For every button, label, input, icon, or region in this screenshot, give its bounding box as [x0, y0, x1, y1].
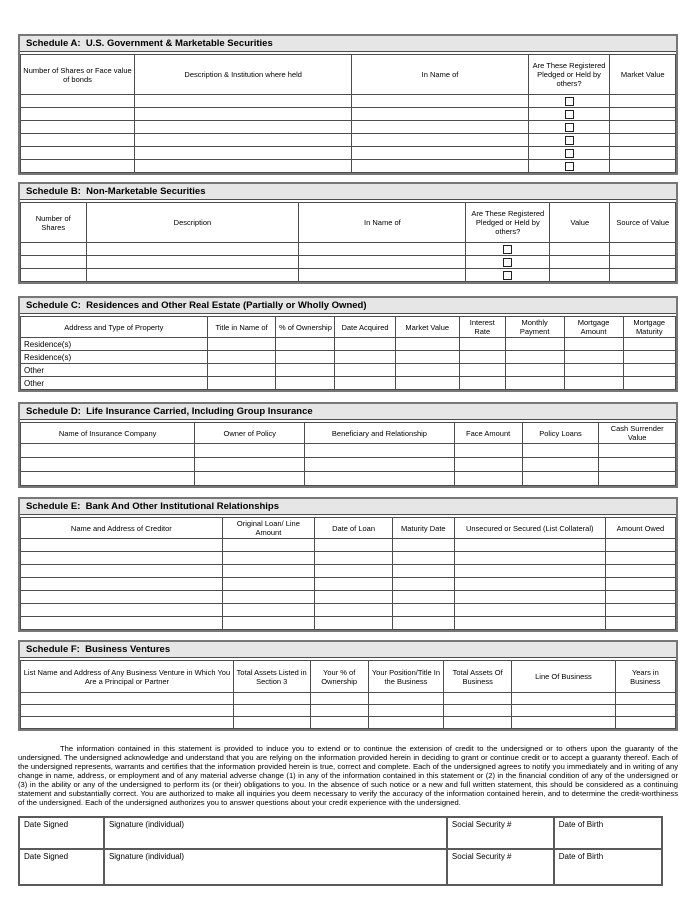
- table-cell: [615, 693, 675, 705]
- social-security-cell: Social Security #: [447, 849, 554, 885]
- table-cell: [564, 338, 623, 351]
- table-cell: [505, 364, 564, 377]
- table-cell: [459, 351, 505, 364]
- table-cell: [21, 578, 223, 591]
- table-cell: [315, 604, 393, 617]
- table-cell: [522, 444, 599, 458]
- table-cell: [454, 591, 605, 604]
- table-cell: [21, 539, 223, 552]
- table-cell: [528, 121, 610, 134]
- date-of-birth-cell: Date of Birth: [554, 849, 663, 885]
- table-cell: [310, 705, 368, 717]
- column-header: Years in Business: [615, 661, 675, 693]
- table-cell: [368, 693, 443, 705]
- column-header: Title in Name of: [207, 317, 276, 338]
- column-header: Beneficiary and Relationship: [305, 423, 454, 444]
- table-cell: [454, 444, 522, 458]
- column-header: Amount Owed: [605, 518, 675, 539]
- column-header: Line Of Business: [512, 661, 615, 693]
- schedule-e-table: [20, 517, 676, 630]
- table-cell: [444, 705, 512, 717]
- column-header: Unsecured or Secured (List Collateral): [454, 518, 605, 539]
- column-header: Address and Type of Property: [21, 317, 208, 338]
- table-cell: [21, 121, 135, 134]
- column-header: Number of Shares or Face value of bonds: [21, 55, 135, 95]
- table-cell: [21, 617, 223, 630]
- table-cell: [610, 269, 676, 282]
- table-cell: [222, 604, 314, 617]
- table-cell: [393, 617, 455, 630]
- registered-pledged-checkbox[interactable]: [565, 136, 574, 145]
- table-cell: [335, 338, 395, 351]
- table-cell: [134, 134, 351, 147]
- column-header: List Name and Address of Any Business Venture in Which You Are a Principal or Partner: [21, 661, 234, 693]
- table-cell: [528, 160, 610, 173]
- table-row: [21, 147, 676, 160]
- table-cell: [21, 243, 87, 256]
- table-cell: [352, 160, 528, 173]
- table-cell: [299, 243, 466, 256]
- table-row: [21, 578, 676, 591]
- table-cell: [134, 160, 351, 173]
- column-header: Mortgage Maturity: [623, 317, 675, 338]
- table-cell: [352, 134, 528, 147]
- registered-pledged-checkbox[interactable]: [565, 149, 574, 158]
- schedule-a-title: Schedule A: U.S. Government & Marketable Securities: [20, 36, 676, 52]
- schedule-f-title: Schedule F: Business Ventures: [20, 642, 676, 658]
- schedule-d: [18, 402, 678, 488]
- table-cell: [550, 256, 610, 269]
- table-cell: [605, 604, 675, 617]
- schedule-b-table: [20, 202, 676, 282]
- table-cell: [623, 364, 675, 377]
- table-cell: [610, 243, 676, 256]
- table-cell: [222, 591, 314, 604]
- table-cell: [605, 578, 675, 591]
- table-cell: [222, 578, 314, 591]
- social-security-cell: Social Security #: [447, 817, 554, 849]
- table-row: [21, 717, 676, 729]
- signature-table: [18, 816, 663, 886]
- table-cell: [605, 617, 675, 630]
- column-header: In Name of: [299, 203, 466, 243]
- table-cell: [528, 95, 610, 108]
- schedule-c-header-row: [21, 317, 676, 338]
- table-cell: [222, 552, 314, 565]
- column-header: Value: [550, 203, 610, 243]
- table-cell: [466, 243, 550, 256]
- column-header: Market Value: [610, 55, 676, 95]
- table-cell: [623, 377, 675, 390]
- table-row: [21, 539, 676, 552]
- table-cell: [86, 256, 299, 269]
- table-cell: [505, 351, 564, 364]
- table-row: [21, 121, 676, 134]
- table-cell: [299, 256, 466, 269]
- schedule-f: [18, 640, 678, 731]
- table-cell: [550, 243, 610, 256]
- table-cell: [21, 147, 135, 160]
- table-cell: [315, 591, 393, 604]
- schedule-a-header-row: [21, 55, 676, 95]
- table-cell: [615, 717, 675, 729]
- table-cell: [134, 108, 351, 121]
- schedule-e: [18, 497, 678, 632]
- table-cell: [512, 717, 615, 729]
- table-cell: [305, 472, 454, 486]
- schedule-c: [18, 296, 678, 392]
- table-cell: [21, 717, 234, 729]
- schedule-f-table: [20, 660, 676, 729]
- table-cell: [615, 705, 675, 717]
- table-cell: [605, 539, 675, 552]
- table-cell: [310, 693, 368, 705]
- table-cell: [368, 705, 443, 717]
- schedule-d-header-row: [21, 423, 676, 444]
- table-cell: [315, 578, 393, 591]
- table-cell: [276, 351, 335, 364]
- column-header: Description & Institution where held: [134, 55, 351, 95]
- schedule-d-table: [20, 422, 676, 486]
- signature-row: [19, 817, 662, 849]
- schedule-b: [18, 182, 678, 284]
- table-cell: [393, 552, 455, 565]
- table-cell: [550, 269, 610, 282]
- table-cell: [195, 458, 305, 472]
- table-cell: [21, 458, 195, 472]
- table-cell: [368, 717, 443, 729]
- registered-pledged-checkbox[interactable]: [565, 123, 574, 132]
- table-cell: [195, 472, 305, 486]
- table-cell: [599, 458, 676, 472]
- table-cell: [459, 338, 505, 351]
- table-cell: [605, 552, 675, 565]
- table-cell: [207, 351, 276, 364]
- registered-pledged-checkbox[interactable]: [565, 97, 574, 106]
- schedule-b-title: Schedule B: Non-Marketable Securities: [20, 184, 676, 200]
- table-cell: [466, 256, 550, 269]
- column-header: Mortgage Amount: [564, 317, 623, 338]
- table-cell: [233, 693, 310, 705]
- table-row: [21, 472, 676, 486]
- column-header: Cash Surrender Value: [599, 423, 676, 444]
- table-row: [21, 552, 676, 565]
- column-header: Policy Loans: [522, 423, 599, 444]
- table-row: [21, 364, 676, 377]
- table-cell: [134, 121, 351, 134]
- table-cell: [21, 269, 87, 282]
- table-cell: [512, 705, 615, 717]
- table-cell: [393, 604, 455, 617]
- column-header: Total Assets Listed in Section 3: [233, 661, 310, 693]
- table-cell: [310, 717, 368, 729]
- table-cell: [335, 364, 395, 377]
- table-row: [21, 256, 676, 269]
- column-header: Date of Loan: [315, 518, 393, 539]
- table-cell: [21, 256, 87, 269]
- table-cell: [21, 160, 135, 173]
- table-row: [21, 565, 676, 578]
- date-of-birth-cell: Date of Birth: [554, 817, 663, 849]
- table-cell: [395, 377, 459, 390]
- column-header: Monthly Payment: [505, 317, 564, 338]
- table-row: [21, 160, 676, 173]
- table-cell: [564, 364, 623, 377]
- table-cell: [528, 134, 610, 147]
- table-cell: [207, 364, 276, 377]
- table-cell: Other: [21, 377, 208, 390]
- column-header: Original Loan/ Line Amount: [222, 518, 314, 539]
- column-header: Are These Registered Pledged or Held by others?: [528, 55, 610, 95]
- table-cell: [605, 565, 675, 578]
- table-cell: [599, 472, 676, 486]
- schedule-a: [18, 34, 678, 175]
- registered-pledged-checkbox[interactable]: [503, 271, 512, 280]
- table-cell: [21, 134, 135, 147]
- table-cell: [21, 444, 195, 458]
- table-cell: [610, 160, 676, 173]
- column-header: In Name of: [352, 55, 528, 95]
- column-header: % of Ownership: [276, 317, 335, 338]
- registered-pledged-checkbox[interactable]: [503, 245, 512, 254]
- table-cell: [335, 351, 395, 364]
- table-cell: [352, 121, 528, 134]
- table-cell: [21, 552, 223, 565]
- table-cell: [276, 377, 335, 390]
- table-cell: [315, 617, 393, 630]
- table-cell: [466, 269, 550, 282]
- table-cell: [564, 377, 623, 390]
- table-row: [21, 604, 676, 617]
- table-row: [21, 351, 676, 364]
- table-row: [21, 243, 676, 256]
- table-cell: [395, 338, 459, 351]
- table-cell: [610, 134, 676, 147]
- table-row: [21, 377, 676, 390]
- column-header: Total Assets Of Business: [444, 661, 512, 693]
- schedule-b-header-row: [21, 203, 676, 243]
- table-cell: [352, 95, 528, 108]
- certification-paragraph: The information contained in this statement is provided to induce you to extend or to continue the extension of credit to the undersigned or to others upon the guaranty of the undersigned. The undersigned acknowledge and understand that you are relying on the information provided herein in deciding to grant or continue credit or to accept a guaranty thereof. Each of the undersigned represents, warrants and certifies that the information provided herein is true, correct and complete. Each of the undersigned agrees to notify you immediately and in writing of any change in name, address, or employment and of any material adverse change (1) in any of the information contained in this statement or (2) in the financial condition of any of the undersigned or (3) in the ability or any of the undersigned to perform its (or their) obligations to you. In the absence of such notice or a new and full written statement, this should be considered as a continuing statement and substantially correct. You are authorized to make all inquiries you deem necessary to verify the accuracy of the information contained herein, and to determine the credit-worthiness of the undersigned. Each of the undersigned authorizes you to answer questions about your credit experience with the undersigned.: [18, 744, 678, 807]
- table-row: [21, 693, 676, 705]
- column-header: Description: [86, 203, 299, 243]
- table-cell: [505, 338, 564, 351]
- schedule-c-table: [20, 316, 676, 390]
- table-cell: [610, 95, 676, 108]
- table-cell: [299, 269, 466, 282]
- table-cell: [21, 565, 223, 578]
- table-cell: [315, 539, 393, 552]
- table-cell: [610, 147, 676, 160]
- schedules-container: [18, 34, 678, 731]
- table-cell: [207, 377, 276, 390]
- table-cell: [305, 444, 454, 458]
- column-header: Your Position/Title In the Business: [368, 661, 443, 693]
- table-row: [21, 444, 676, 458]
- table-cell: [454, 617, 605, 630]
- table-row: [21, 705, 676, 717]
- column-header: Owner of Policy: [195, 423, 305, 444]
- column-header: Face Amount: [454, 423, 522, 444]
- date-signed-cell: Date Signed: [19, 849, 104, 885]
- schedule-a-table: [20, 54, 676, 173]
- table-cell: [222, 539, 314, 552]
- table-cell: [233, 717, 310, 729]
- schedule-f-header-row: [21, 661, 676, 693]
- table-cell: [459, 364, 505, 377]
- table-cell: [21, 604, 223, 617]
- signature-row: [19, 849, 662, 885]
- column-header: Name and Address of Creditor: [21, 518, 223, 539]
- table-cell: [454, 458, 522, 472]
- table-row: [21, 95, 676, 108]
- table-cell: [134, 147, 351, 160]
- table-cell: [352, 147, 528, 160]
- table-row: [21, 617, 676, 630]
- table-cell: Residence(s): [21, 351, 208, 364]
- table-row: [21, 134, 676, 147]
- column-header: Your % of Ownership: [310, 661, 368, 693]
- table-cell: [505, 377, 564, 390]
- date-signed-cell: Date Signed: [19, 817, 104, 849]
- table-row: [21, 108, 676, 121]
- signature-cell: Signature (individual): [104, 817, 447, 849]
- table-cell: [134, 95, 351, 108]
- table-cell: [352, 108, 528, 121]
- table-cell: [444, 717, 512, 729]
- column-header: Interest Rate: [459, 317, 505, 338]
- table-cell: [233, 705, 310, 717]
- table-cell: [512, 693, 615, 705]
- table-cell: [21, 693, 234, 705]
- table-cell: [454, 604, 605, 617]
- table-cell: [335, 377, 395, 390]
- table-cell: [610, 256, 676, 269]
- table-cell: [564, 351, 623, 364]
- table-cell: [395, 351, 459, 364]
- table-cell: [21, 108, 135, 121]
- column-header: Market Value: [395, 317, 459, 338]
- table-cell: [222, 617, 314, 630]
- table-cell: [315, 565, 393, 578]
- table-cell: [454, 578, 605, 591]
- table-cell: [454, 472, 522, 486]
- column-header: Are These Registered Pledged or Held by others?: [466, 203, 550, 243]
- table-cell: [623, 351, 675, 364]
- table-cell: [21, 95, 135, 108]
- table-cell: [522, 472, 599, 486]
- table-cell: [86, 243, 299, 256]
- table-row: [21, 269, 676, 282]
- table-cell: [605, 591, 675, 604]
- table-cell: [86, 269, 299, 282]
- table-cell: [454, 539, 605, 552]
- table-cell: [459, 377, 505, 390]
- table-cell: [393, 591, 455, 604]
- table-cell: [393, 578, 455, 591]
- registered-pledged-checkbox[interactable]: [503, 258, 512, 267]
- table-cell: [222, 565, 314, 578]
- table-cell: [522, 458, 599, 472]
- table-cell: [21, 705, 234, 717]
- table-cell: Other: [21, 364, 208, 377]
- table-cell: [610, 121, 676, 134]
- signature-cell: Signature (individual): [104, 849, 447, 885]
- table-cell: [21, 472, 195, 486]
- signature-tbody: [19, 817, 662, 885]
- registered-pledged-checkbox[interactable]: [565, 162, 574, 171]
- table-cell: [393, 565, 455, 578]
- table-row: [21, 591, 676, 604]
- table-cell: Residence(s): [21, 338, 208, 351]
- table-cell: [21, 591, 223, 604]
- table-cell: [315, 552, 393, 565]
- column-header: Source of Value: [610, 203, 676, 243]
- table-cell: [195, 444, 305, 458]
- column-header: Date Acquired: [335, 317, 395, 338]
- schedule-e-title: Schedule E: Bank And Other Institutional Relationships: [20, 499, 676, 515]
- table-cell: [395, 364, 459, 377]
- table-cell: [207, 338, 276, 351]
- table-cell: [623, 338, 675, 351]
- schedule-d-title: Schedule D: Life Insurance Carried, Including Group Insurance: [20, 404, 676, 420]
- table-cell: [305, 458, 454, 472]
- table-row: [21, 458, 676, 472]
- table-cell: [454, 565, 605, 578]
- column-header: Maturity Date: [393, 518, 455, 539]
- table-cell: [276, 364, 335, 377]
- table-cell: [528, 108, 610, 121]
- table-cell: [610, 108, 676, 121]
- schedule-e-header-row: [21, 518, 676, 539]
- column-header: Name of Insurance Company: [21, 423, 195, 444]
- table-cell: [393, 539, 455, 552]
- table-cell: [444, 693, 512, 705]
- column-header: Number of Shares: [21, 203, 87, 243]
- schedule-c-title: Schedule C: Residences and Other Real Estate (Partially or Wholly Owned): [20, 298, 676, 314]
- table-cell: [599, 444, 676, 458]
- table-cell: [528, 147, 610, 160]
- registered-pledged-checkbox[interactable]: [565, 110, 574, 119]
- table-cell: [454, 552, 605, 565]
- table-row: [21, 338, 676, 351]
- table-cell: [276, 338, 335, 351]
